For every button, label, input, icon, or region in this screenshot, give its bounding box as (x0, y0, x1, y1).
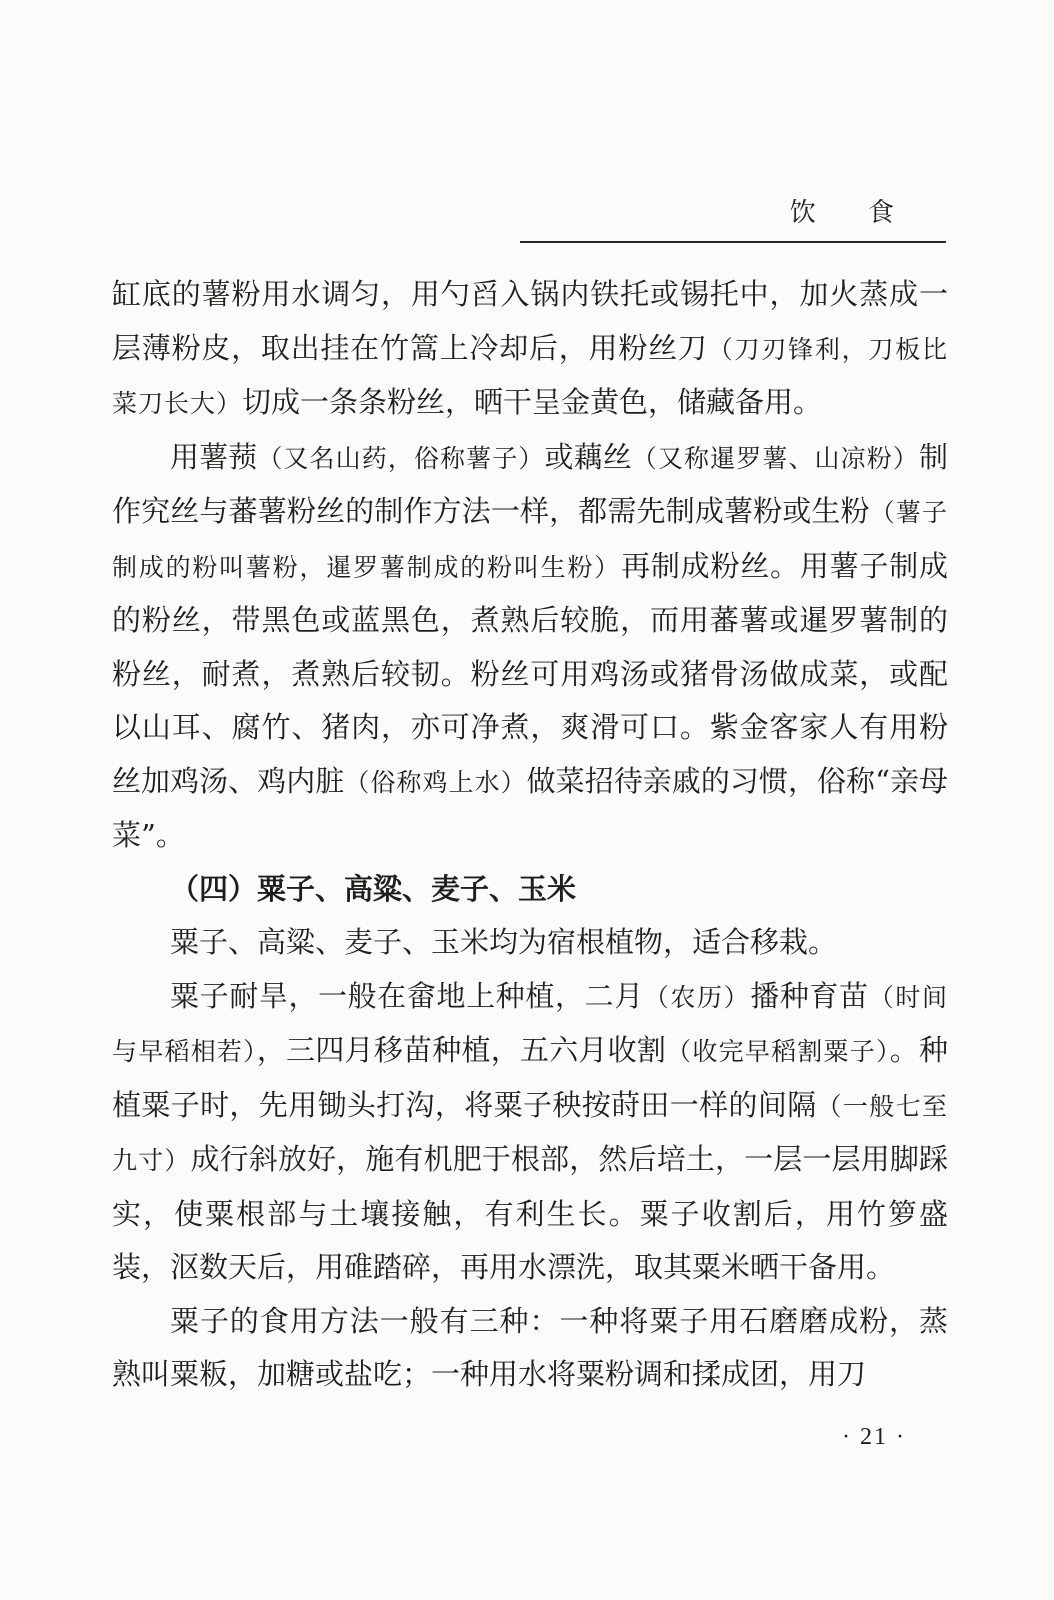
text-run: 做菜招待亲戚的习惯，俗称“亲母菜”。 (112, 763, 948, 852)
paragraph-5: 粟子的食用方法一般有三种：一种将粟子用石磨磨成粉，蒸熟叫粟粄，加糖或盐吃；一种用水将粟粉调和揉成团，用刀 (112, 1303, 948, 1391)
text-run: 或藕丝 (544, 439, 632, 474)
page-body (112, 268, 948, 1402)
inline-note: （农历） (643, 982, 751, 1012)
inline-note: （薯子制成的粉叫薯粉，暹罗薯制成的粉叫生粉） (112, 498, 948, 582)
inline-note: （时间与早稻相若） (112, 982, 948, 1066)
paragraph-1 (112, 268, 948, 431)
text-run: 粟子耐旱，一般在畲地上种植，二月 (170, 978, 644, 1013)
paragraph-3: 粟子、高粱、麦子、玉米均为宿根植物，适合移栽。 (170, 925, 838, 959)
text-run: 再制成粉丝。用薯子制成的粉丝，带黑色或蓝黑色，煮熟后较脆，而用蕃薯或暹罗薯制的粉丝，耐煮，煮熟后较韧。粉丝可用鸡汤或猪骨汤做成菜，或配以山耳、腐竹、猪肉，亦可净煮，爽滑可口。紫金客家人有用粉丝加鸡汤、鸡内脏 (112, 548, 948, 798)
section-heading: （四）粟子、高粱、麦子、玉米 (170, 871, 577, 906)
text-run: 切成一条条粉丝，晒干呈金黄色，储藏备用。 (242, 385, 823, 419)
text-run: 制作究丝与蕃薯粉丝的制作方法一样，都需先制成薯粉或生粉 (112, 439, 948, 528)
inline-note: （刀刃锋利，刀板比菜刀长大） (112, 334, 948, 418)
text-run: ，三四月移苗种植，五六月收割 (256, 1033, 667, 1067)
paragraph-4 (112, 970, 948, 1295)
header-title: 饮 食 (789, 198, 916, 228)
inline-note: （又名山药，俗称薯子） (257, 443, 545, 473)
text-run: 成行斜放好，施有机肥于根部，然后培土，一层一层用脚踩实，使粟根部与土壤接触，有利生长。粟子收割后，用竹箩盛装，沤数天后，用碓踏碎，再用水漂洗，取其粟米晒干备用。 (112, 1142, 948, 1284)
inline-note: （一般七至九寸） (112, 1091, 948, 1175)
running-header (520, 193, 946, 243)
text-run: 用薯蓣 (170, 439, 258, 474)
inline-note: （俗称鸡上水） (344, 767, 527, 797)
text-run: 缸底的薯粉用水调匀，用勺舀入锅内铁托或锡托中，加火蒸成一层薄粉皮，取出挂在竹篙上冷却后，用粉丝刀 (112, 277, 948, 365)
inline-note: （收完早稻割粟子） (666, 1037, 890, 1066)
paragraph-2 (112, 431, 948, 863)
text-run: 。种植粟子时，先用锄头打沟，将粟子秧按莳田一样的间隔 (112, 1033, 948, 1122)
page-number: · 21 · (842, 1424, 906, 1450)
inline-note: （又称暹罗薯、山凉粉） (631, 443, 919, 473)
text-run: 播种育苗 (750, 978, 869, 1013)
